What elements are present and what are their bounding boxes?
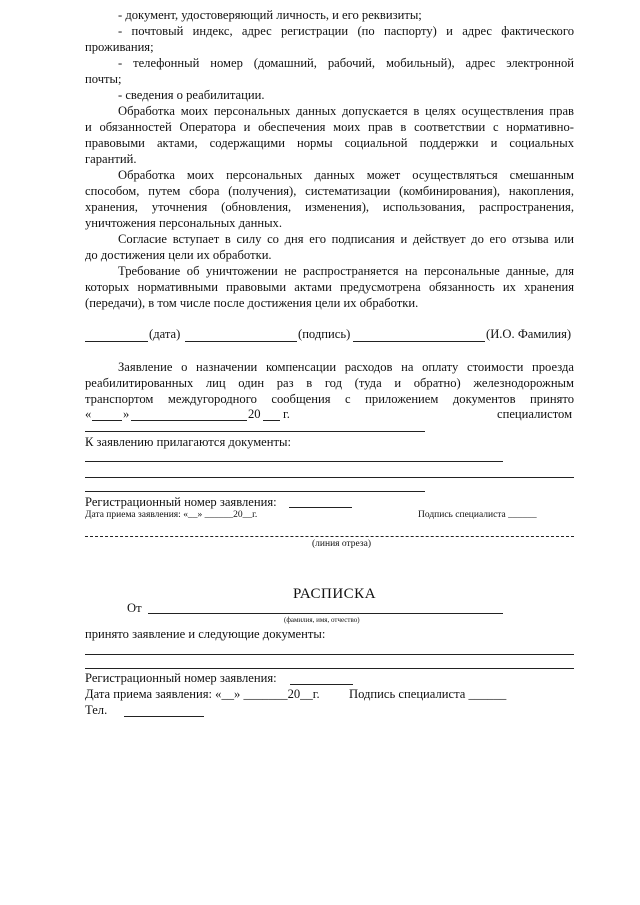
application-month-blank[interactable]	[131, 420, 247, 421]
receipt-title: РАСПИСКА	[293, 586, 377, 602]
list-item-phone-email: - телефонный номер (домашний, рабочий, мобильный), адрес электронной	[118, 56, 574, 70]
receipt-documents-blank-line[interactable]	[85, 654, 574, 655]
receipt-specialist-sign: Подпись специалиста ______	[349, 687, 507, 701]
receipt-accepted-label: принято заявление и следующие документы:	[85, 627, 326, 641]
application-day-blank[interactable]	[92, 420, 122, 421]
paragraph-processing-line: Обработка моих персональных данных может осуществляться смешанным	[118, 168, 574, 182]
list-item-id-document: - документ, удостоверяющий личность, и его реквизиты;	[118, 8, 422, 22]
paragraph-processing-line: хранения, уточнения (обновления, изменения), использования, распространения,	[85, 200, 574, 214]
paragraph-retention-line: (передачи), в том числе после достижения цели их обработки.	[85, 296, 419, 310]
registration-number-blank[interactable]	[289, 507, 352, 508]
specialist-name-blank[interactable]	[85, 431, 425, 432]
paragraph-purpose-line: Обработка моих персональных данных допускается в целях осуществления прав	[118, 104, 574, 118]
application-specialist-label: специалистом	[497, 407, 573, 421]
list-item-postal-address: - почтовый индекс, адрес регистрации (по паспорту) и адрес фактического	[118, 24, 574, 38]
receipt-number-blank[interactable]	[290, 684, 353, 685]
signature-date-label: (дата)	[149, 327, 181, 341]
receipt-number-label: Регистрационный номер заявления:	[85, 671, 277, 685]
application-line: реабилитированных лиц один раз в год (туда и обратно) железнодорожным	[85, 376, 574, 390]
receipt-date-label: Дата приема заявления: «__» _______20__г.	[85, 687, 320, 701]
receipt-phone-blank[interactable]	[124, 716, 204, 717]
receipt-from-label: От	[127, 601, 142, 615]
registration-specialist-sign: Подпись специалиста ______	[418, 510, 537, 520]
paragraph-purpose-line: гарантий.	[85, 152, 137, 166]
signature-blank[interactable]	[185, 341, 297, 342]
paragraph-consent-line: Согласие вступает в силу со дня его подписания и действует до его отзыва или	[118, 232, 574, 246]
attachments-blank-line[interactable]	[85, 461, 503, 462]
list-item-phone-email-cont: почты;	[85, 72, 122, 86]
list-item-rehabilitation: - сведения о реабилитации.	[118, 88, 265, 102]
attachments-blank-line[interactable]	[85, 477, 574, 478]
application-year-suffix: г.	[283, 407, 290, 421]
paragraph-retention-line: которых нормативными правовыми актами предусмотрена обязанность их хранения	[85, 280, 574, 294]
cut-line-divider	[85, 536, 574, 537]
application-year-label: 20	[248, 407, 261, 421]
attachments-label: К заявлению прилагаются документы:	[85, 435, 291, 449]
paragraph-purpose-line: и обязанностей Оператора и обеспечения моих прав в соответствии с нормативно-	[85, 120, 574, 134]
receipt-from-blank[interactable]	[148, 613, 503, 614]
paragraph-processing-line: способом, путем сбора (получения), систематизации (комбинирования), накопления,	[85, 184, 574, 198]
paragraph-processing-line: уничтожения персональных данных.	[85, 216, 282, 230]
application-date-open-quote: «	[85, 407, 92, 421]
receipt-from-caption: (фамилия, имя, отчество)	[284, 616, 360, 624]
receipt-documents-blank-line[interactable]	[85, 668, 574, 669]
registration-number-label: Регистрационный номер заявления:	[85, 495, 277, 509]
signature-name-label: (И.О. Фамилия)	[486, 327, 572, 341]
registration-date-label: Дата приема заявления: «__» ______20__г.	[85, 510, 258, 520]
application-year-blank[interactable]	[263, 420, 280, 421]
attachments-blank-line[interactable]	[85, 491, 425, 492]
application-line: транспортом междугородного сообщения с приложением документов принято	[85, 392, 574, 406]
date-blank[interactable]	[85, 341, 148, 342]
paragraph-purpose-line: правовыми актами, содержащими нормы социальной поддержки и социальных	[85, 136, 574, 150]
paragraph-consent-line: до достижения цели их обработки.	[85, 248, 272, 262]
application-date-close-quote: »	[123, 407, 130, 421]
name-blank[interactable]	[353, 341, 485, 342]
cut-line-caption: (линия отреза)	[312, 539, 372, 549]
application-line: Заявление о назначении компенсации расходов на оплату стоимости проезда	[118, 360, 574, 374]
paragraph-retention-line: Требование об уничтожении не распространяется на персональные данные, для	[118, 264, 574, 278]
receipt-phone-label: Тел.	[85, 703, 108, 717]
list-item-postal-address-cont: проживания;	[85, 40, 154, 54]
signature-sign-label: (подпись)	[298, 327, 351, 341]
